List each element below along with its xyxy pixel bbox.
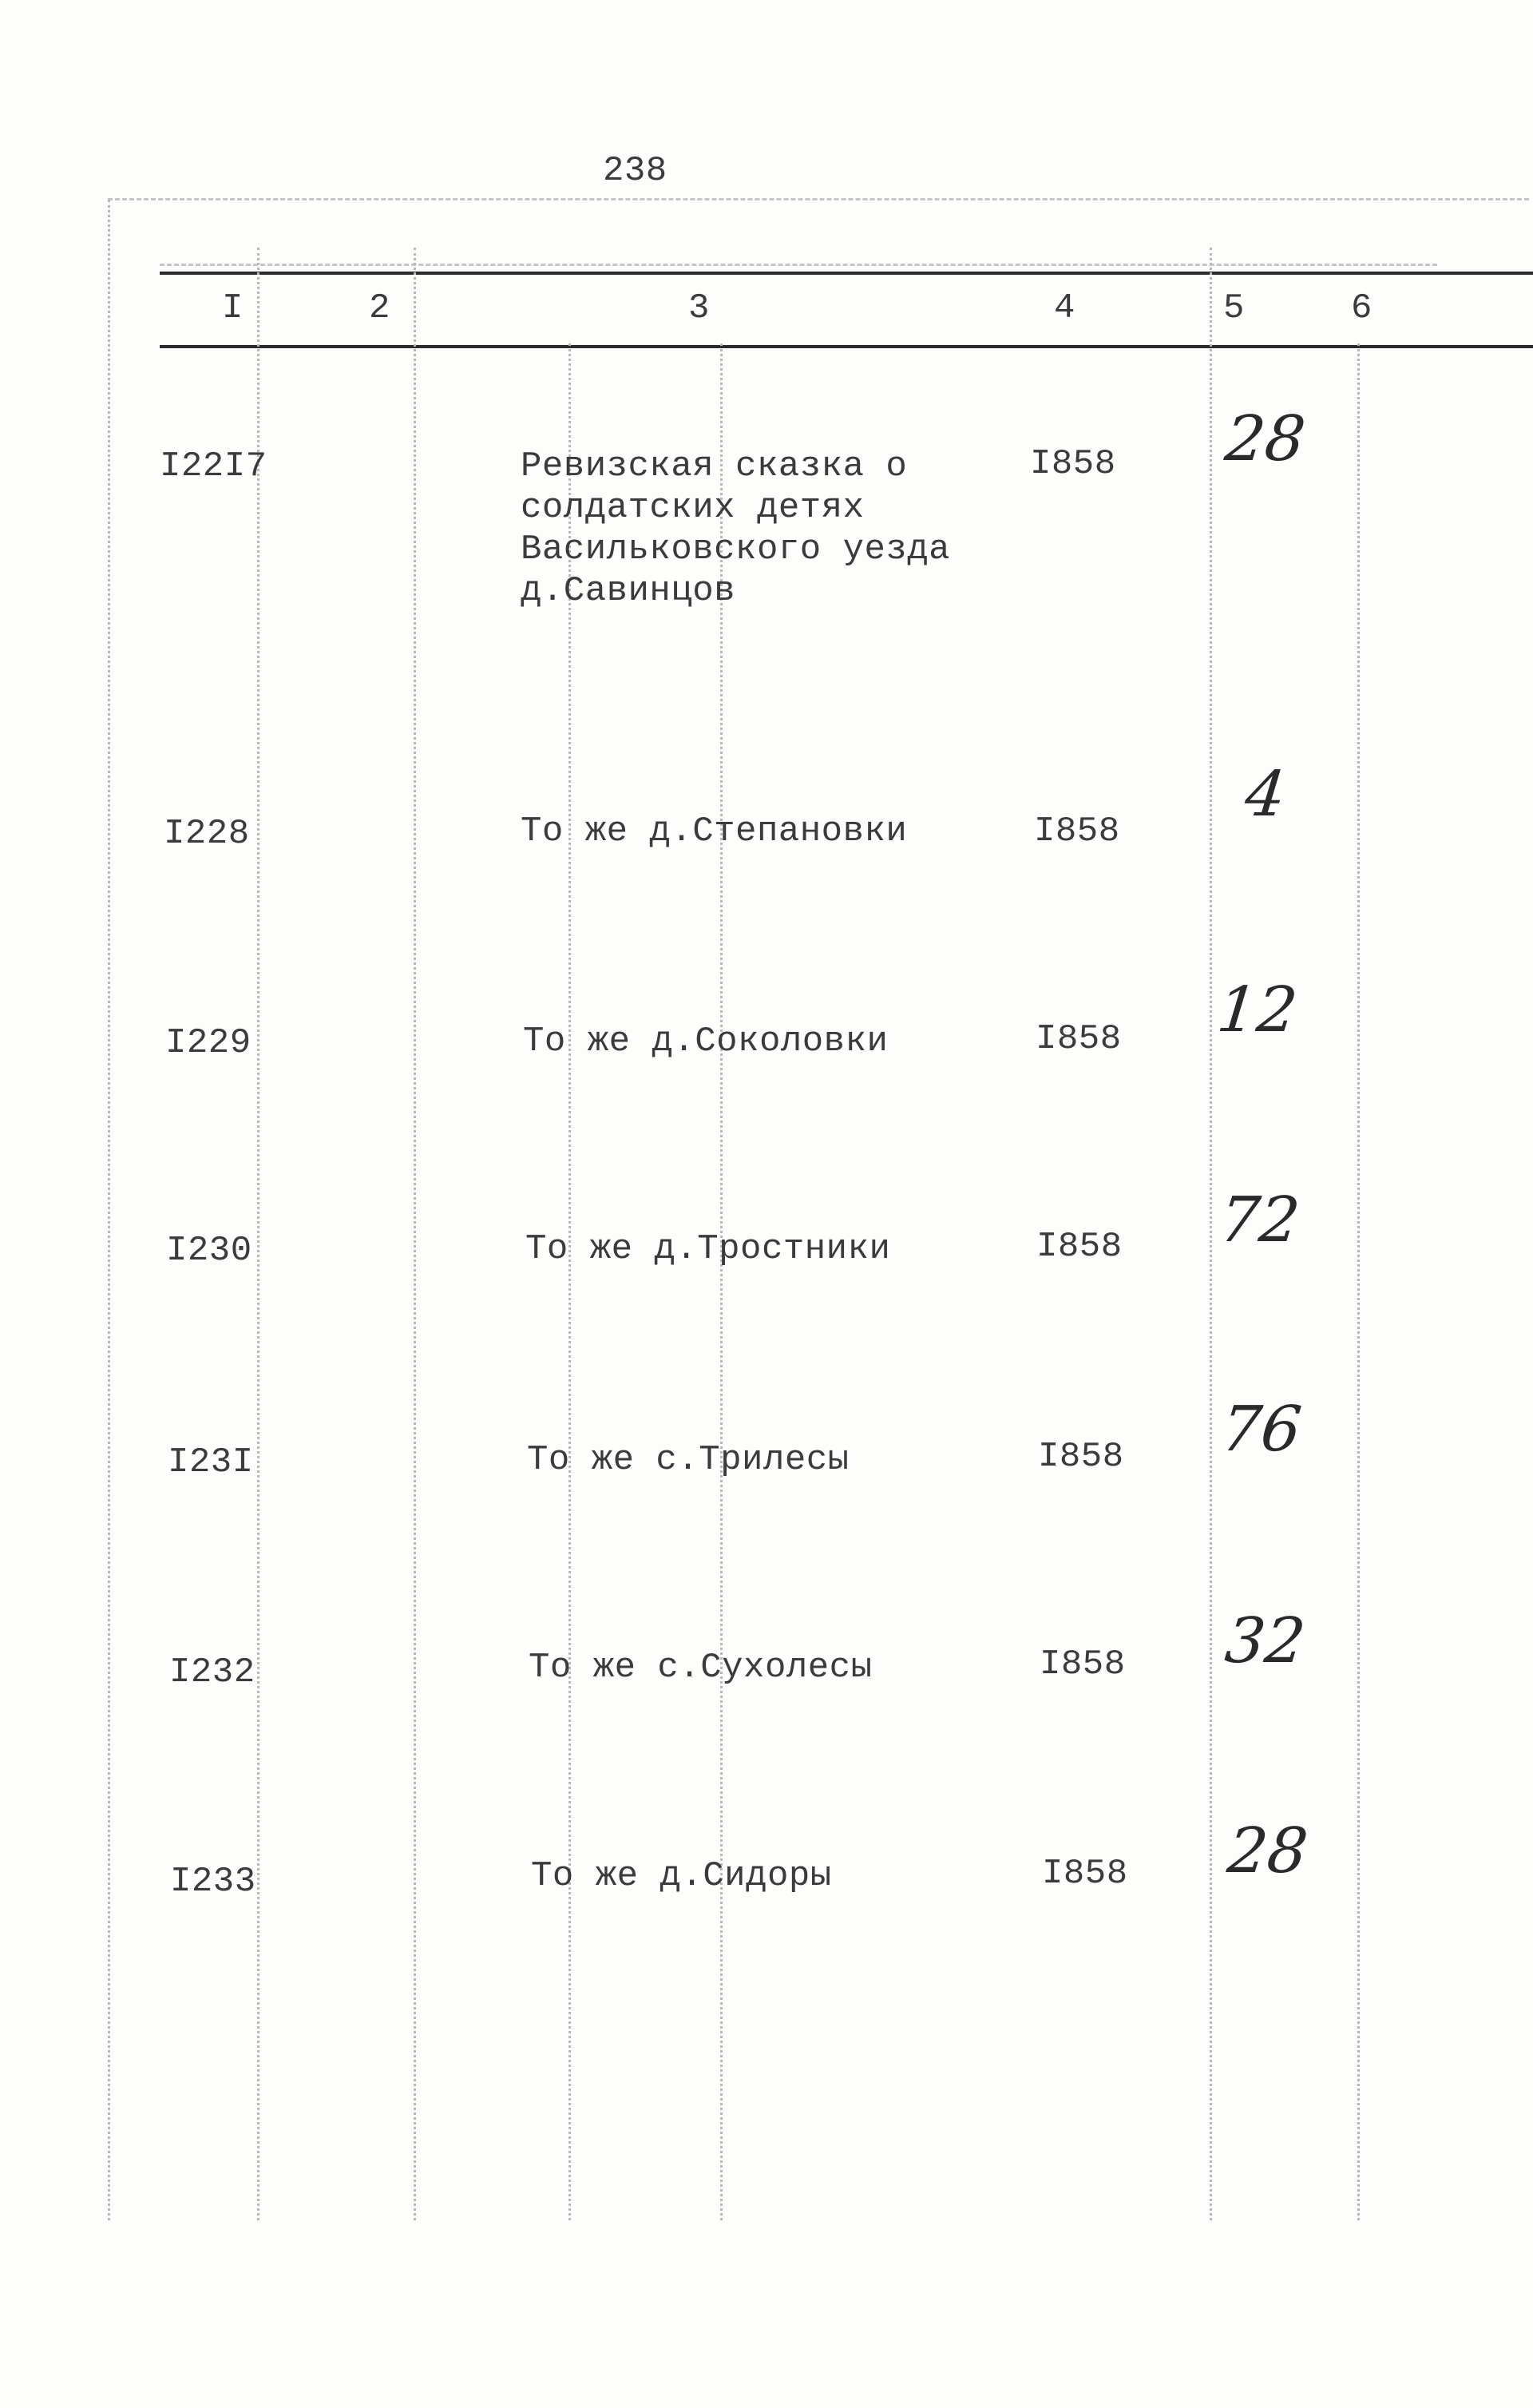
- row-number: I230: [166, 1231, 252, 1271]
- row-year: I858: [1036, 1227, 1123, 1267]
- column-separator: [414, 248, 416, 2220]
- column-separator: [257, 248, 259, 2220]
- row-description: [521, 446, 950, 612]
- row-year: I858: [1030, 444, 1116, 484]
- description-line: Ревизская сказка о: [521, 446, 908, 486]
- header-top-rule: [160, 272, 1533, 275]
- column-header-6: 6: [1351, 288, 1373, 328]
- row-number: I22I7: [160, 446, 267, 486]
- column-separator: [1210, 248, 1212, 2220]
- row-description: То же с.Сухолесы: [529, 1648, 873, 1688]
- row-number: I23I: [168, 1442, 254, 1482]
- guide-line: [108, 198, 1529, 200]
- row-number: I228: [164, 814, 250, 854]
- column-header-1: I: [222, 288, 244, 328]
- description-line: д.Савинцов: [521, 571, 736, 611]
- column-separator: [1357, 343, 1360, 2220]
- row-year: I858: [1042, 1854, 1128, 1894]
- column-header-3: 3: [688, 288, 710, 328]
- row-count-handwritten: 4: [1242, 759, 1289, 831]
- row-count-handwritten: 72: [1216, 1184, 1303, 1256]
- row-count-handwritten: 28: [1222, 403, 1309, 475]
- row-number: I229: [165, 1023, 252, 1063]
- row-year: I858: [1040, 1644, 1126, 1684]
- row-count-handwritten: 76: [1218, 1394, 1305, 1466]
- row-count-handwritten: 12: [1214, 974, 1301, 1046]
- row-description: То же д.Степановки: [521, 811, 908, 851]
- row-count-handwritten: 28: [1224, 1815, 1311, 1887]
- description-line: солдатских детях: [521, 488, 865, 528]
- row-number: I232: [169, 1652, 256, 1692]
- column-separator: [720, 343, 723, 2220]
- column-separator: [108, 200, 110, 2220]
- row-count-handwritten: 32: [1222, 1605, 1309, 1677]
- column-separator: [568, 343, 571, 2220]
- row-year: I858: [1036, 1019, 1122, 1059]
- row-number: I233: [170, 1862, 256, 1902]
- row-year: I858: [1038, 1437, 1124, 1477]
- description-line: Васильковского уезда: [521, 530, 951, 569]
- column-header-2: 2: [369, 288, 390, 328]
- page-number: 238: [603, 151, 667, 191]
- column-header-5: 5: [1223, 288, 1245, 328]
- column-header-4: 4: [1054, 288, 1075, 328]
- row-description: То же д.Сидоры: [531, 1856, 832, 1896]
- row-year: I858: [1034, 811, 1120, 851]
- header-bottom-rule: [160, 345, 1533, 348]
- row-description: То же с.Трилесы: [527, 1440, 850, 1480]
- guide-line: [160, 264, 1437, 266]
- row-description: То же д.Тростники: [525, 1229, 891, 1269]
- row-description: То же д.Соколовки: [523, 1022, 889, 1061]
